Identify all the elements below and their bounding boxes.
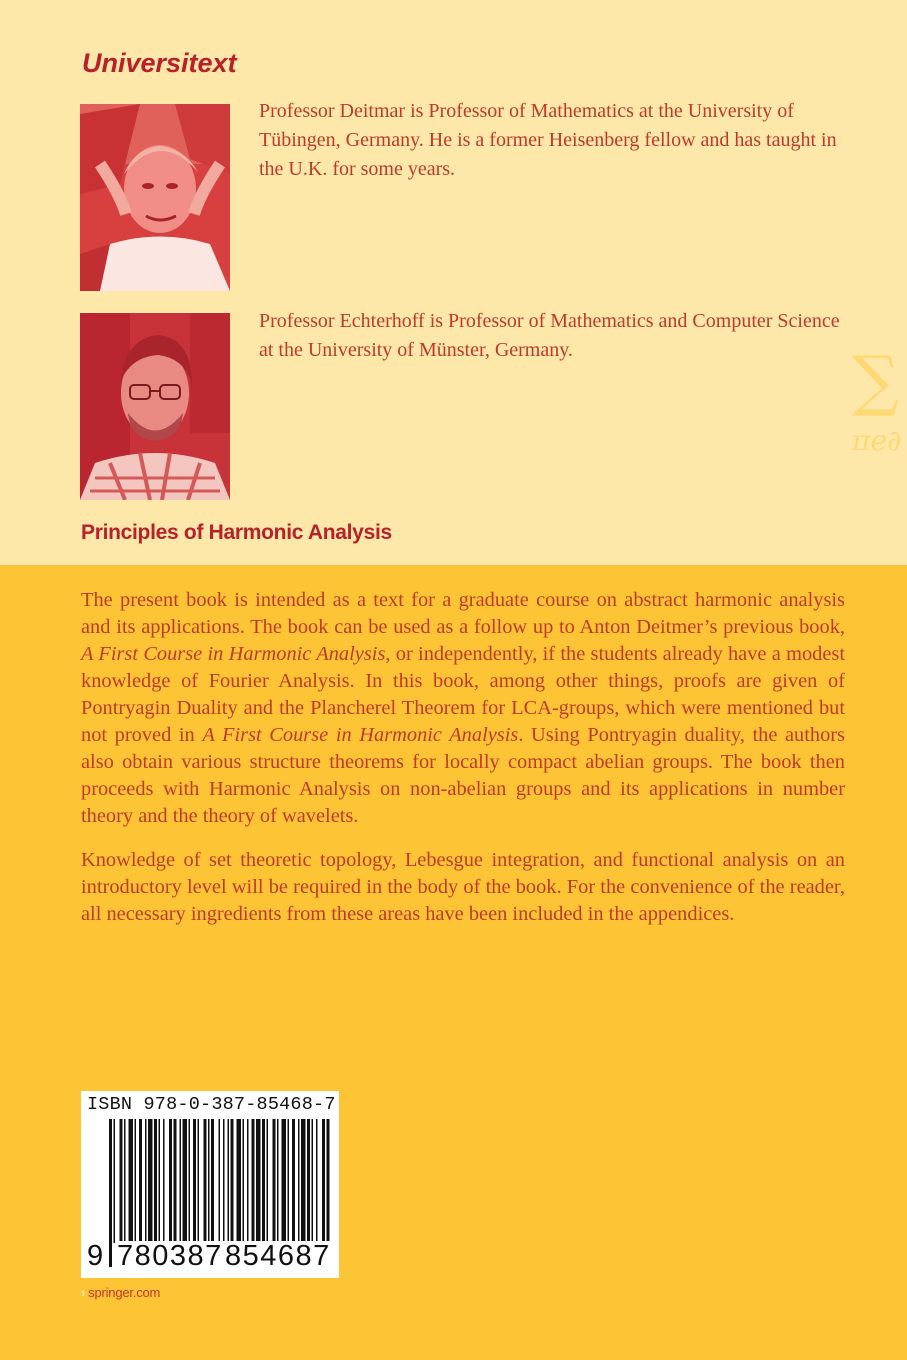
barcode-bar <box>301 1119 306 1243</box>
barcode-bar <box>148 1119 153 1243</box>
barcode-bar <box>154 1119 157 1243</box>
barcode-bar <box>208 1119 210 1243</box>
barcode-bar <box>231 1119 234 1243</box>
series-title: Universitext <box>82 48 237 78</box>
barcode-bar <box>228 1119 230 1243</box>
barcode-bar <box>267 1119 269 1243</box>
barcode-bar <box>169 1119 172 1243</box>
barcode-bar <box>292 1119 295 1243</box>
book-reference-title: A First Course in Harmonic Analysis <box>81 643 386 665</box>
ean-left-digits: 780387 <box>117 1240 223 1272</box>
barcode-bar <box>237 1119 242 1243</box>
barcode-bar <box>124 1119 126 1243</box>
barcode-bar <box>273 1119 276 1243</box>
barcode-bar <box>277 1119 279 1243</box>
barcode-bar <box>316 1119 318 1243</box>
barcode-bar <box>307 1119 310 1243</box>
barcode-bar <box>163 1119 165 1243</box>
decorative-sigma: ∑ <box>852 342 900 419</box>
barcode-bar <box>135 1119 137 1243</box>
barcode-bar <box>211 1119 214 1243</box>
barcode-bar <box>183 1119 188 1243</box>
publisher-link[interactable] <box>81 1285 160 1300</box>
book-title: Principles of Harmonic Analysis <box>81 521 392 544</box>
barcode-bar <box>159 1119 161 1243</box>
barcode-bar <box>322 1119 325 1243</box>
barcode-bar <box>252 1119 255 1243</box>
barcode-bar <box>282 1119 287 1243</box>
barcode-bar <box>180 1119 182 1243</box>
book-reference-title: A First Course in Harmonic Analysis <box>202 724 519 746</box>
barcode-bar <box>189 1119 191 1243</box>
barcode-bar <box>288 1119 290 1243</box>
barcode-bar <box>198 1119 200 1243</box>
decorative-formula-fragment: πe∂ <box>852 424 902 457</box>
publisher-link-text: springer.com <box>88 1285 161 1300</box>
barcode-bar <box>262 1119 265 1243</box>
barcode-bar <box>243 1119 245 1243</box>
author-bio-deitmar: Professor Deitmar is Professor of Mathematics at the University of Tübingen, Germany. He is a former Heisenberg fellow and has taught in the U.K. for some years. <box>259 100 837 180</box>
barcode-bar <box>223 1119 225 1243</box>
barcode-bar <box>114 1119 116 1243</box>
chevron-right-icon: › <box>81 1285 86 1300</box>
barcode-bar <box>312 1119 314 1243</box>
barcode-bar <box>145 1119 147 1243</box>
barcode-bar <box>256 1119 261 1243</box>
author-photo-echterhoff <box>80 313 230 500</box>
author-photo-deitmar <box>80 104 230 291</box>
barcode-bar <box>174 1119 177 1243</box>
barcode-bar <box>120 1119 123 1243</box>
isbn-barcode <box>81 1091 339 1278</box>
description-paragraph-2: Knowledge of set theoretic topology, Lebesgue integration, and functional analysis on an introductory level will be required in the body of the book. For the convenience of the reader, all necessary ingredients from these areas have been included in the appendices. <box>81 849 845 925</box>
barcode-bar <box>204 1119 207 1243</box>
ean-right-digits: 854687 <box>225 1240 331 1272</box>
barcode-bar <box>109 1119 112 1267</box>
barcode-bar <box>298 1119 300 1243</box>
author-bio-echterhoff: Professor Echterhoff is Professor of Mathematics and Computer Science at the University of Münster, Germany. <box>259 310 840 361</box>
description-paragraph-1: The present book is intended as a text for a graduate course on abstract harmonic analysis and its applications. The book can be used as a follow up to Anton Deitmer’s previous book, A First Course in Harmonic Analysis, or independently, if the students already have a modest knowledge of Fourier Analysis. In this book, among other things, proofs are given of Pontryagin Duality and the Plancherel Theorem for LCA-groups, which were mentioned but not proved in A First Course in Harmonic Analysis. Using Pontryagin duality, the authors also obtain various structure theorems for locally compact abelian groups. The book then proceeds with Harmonic Analysis on non-abelian groups and its applications in number theory and the theory of wavelets. <box>81 589 845 827</box>
isbn-text: ISBN 978-0-387-85468-7 <box>87 1094 336 1115</box>
barcode-bar <box>139 1119 142 1243</box>
ean-first-digit: 9 <box>87 1240 104 1272</box>
barcode-bar <box>193 1119 196 1243</box>
barcode-bar <box>247 1119 249 1243</box>
barcode-bar <box>129 1119 134 1243</box>
